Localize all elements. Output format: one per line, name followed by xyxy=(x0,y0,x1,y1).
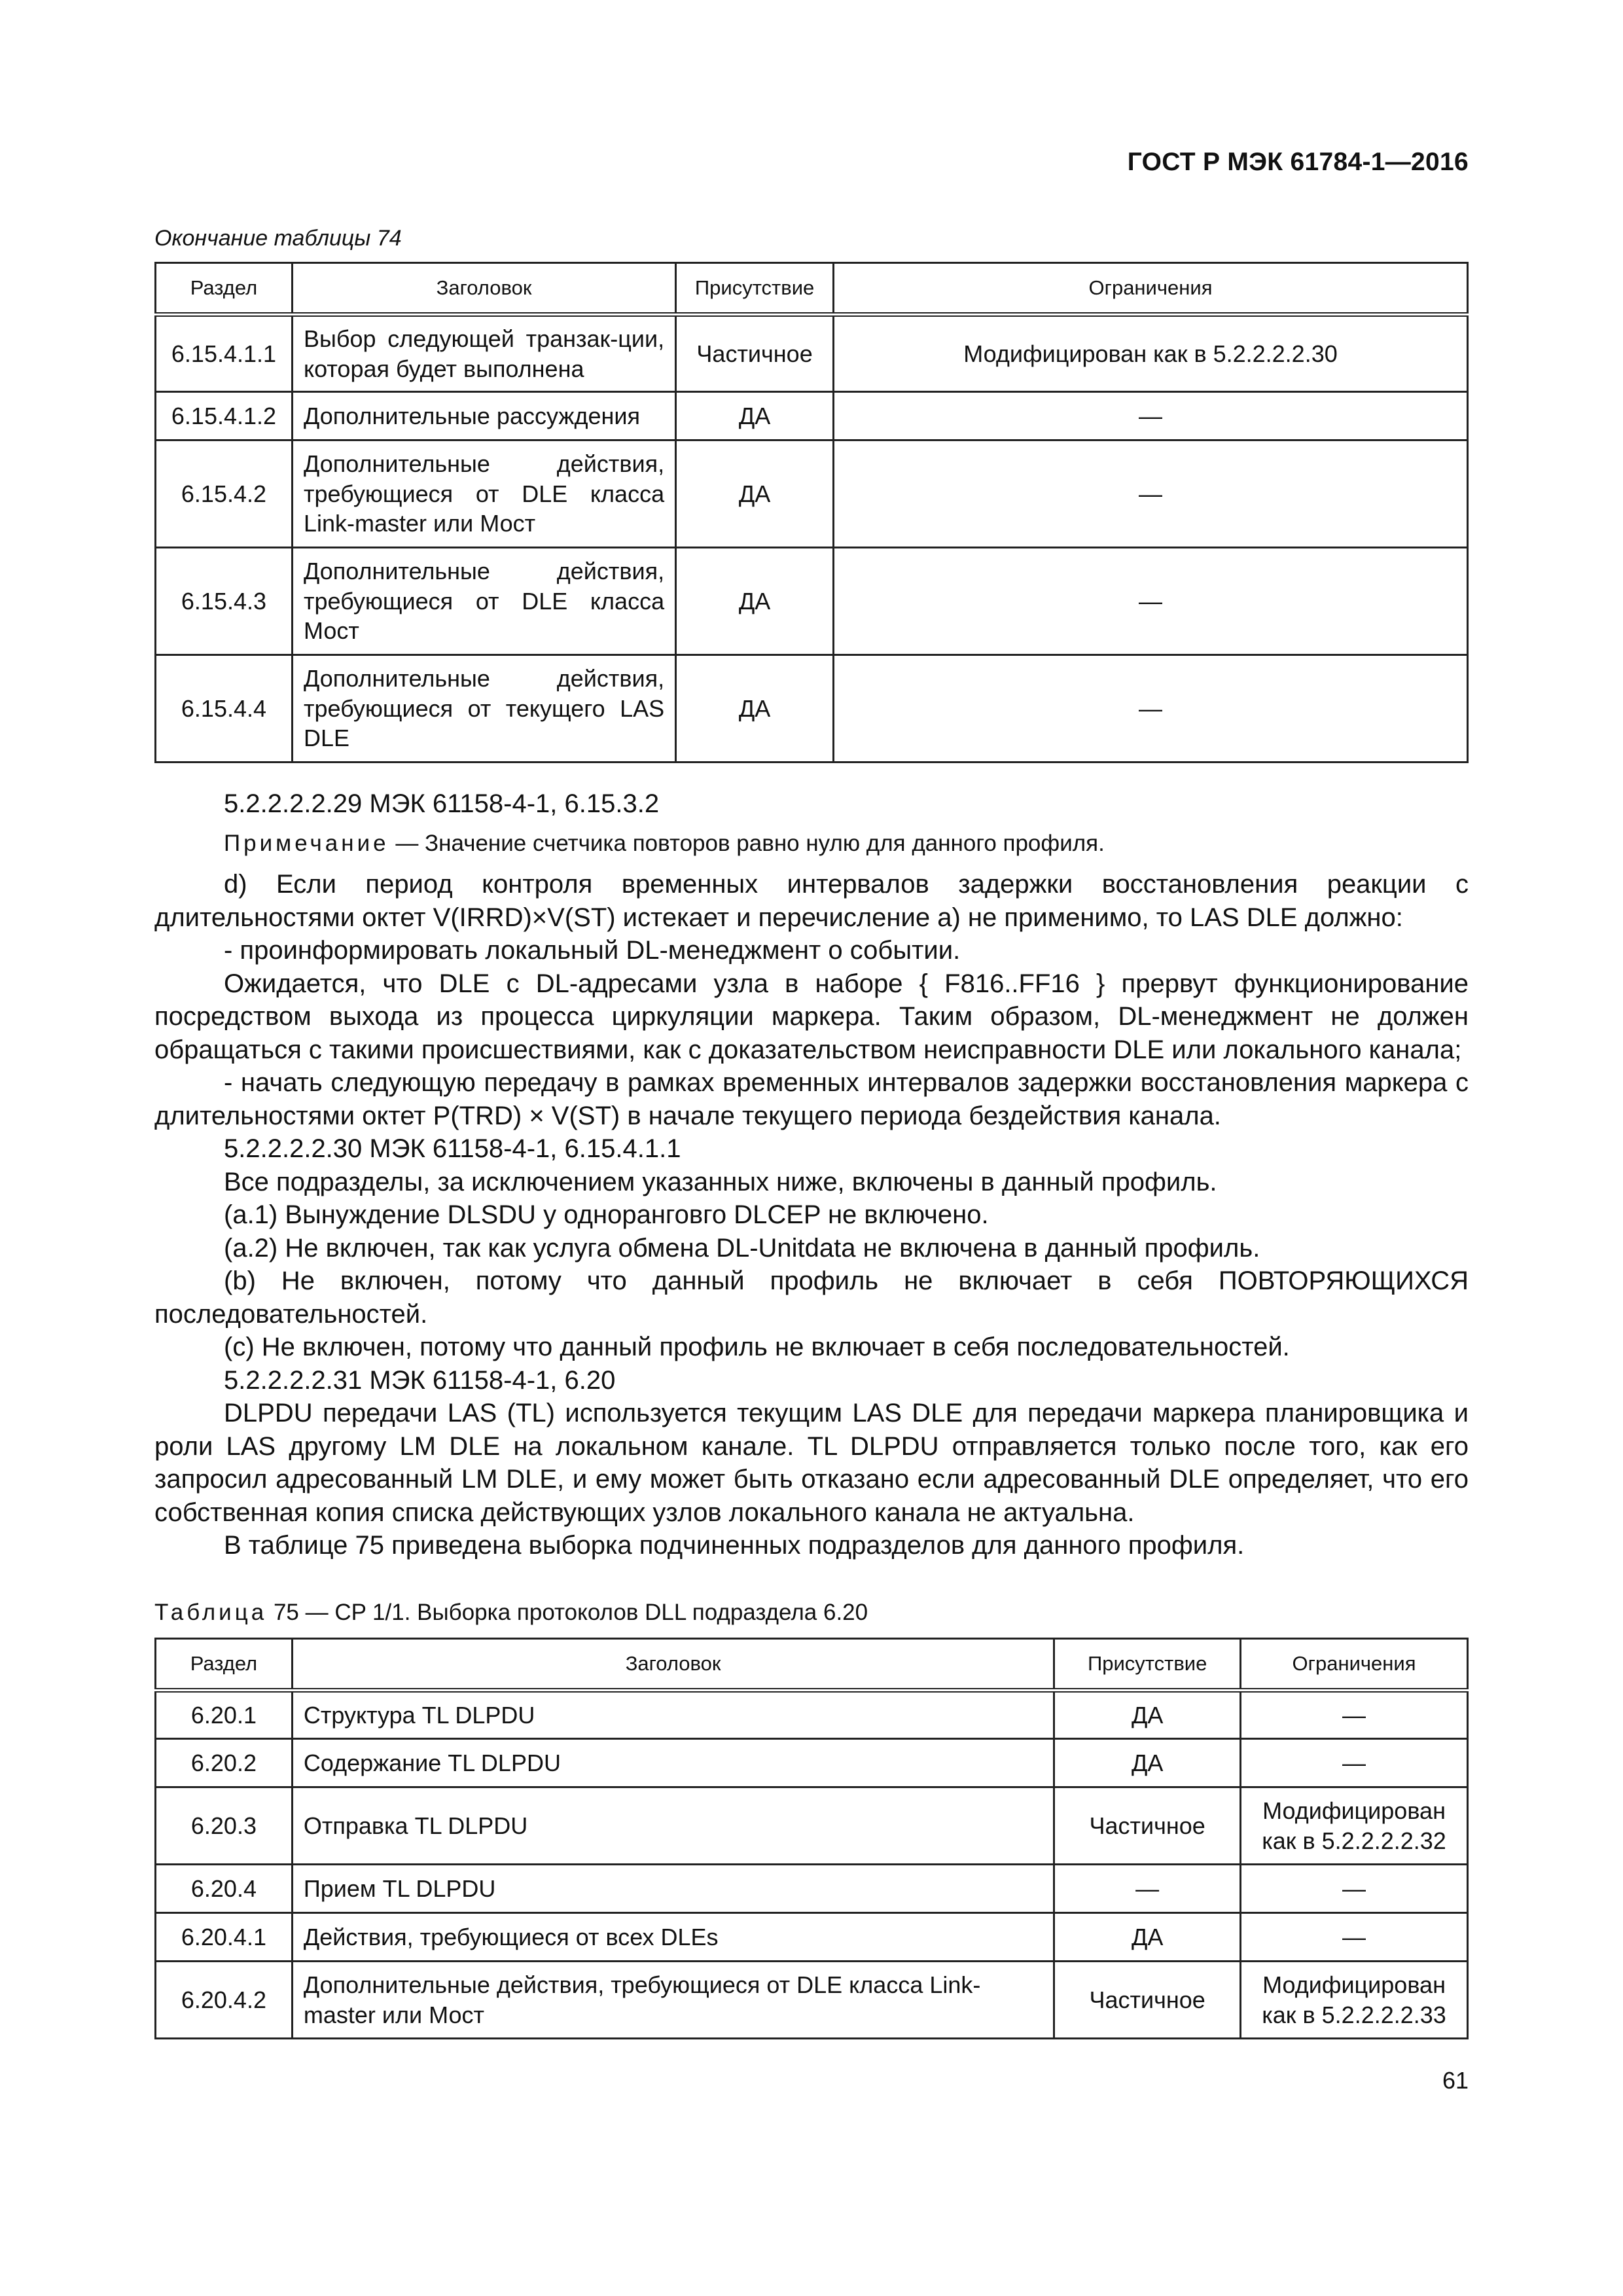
section-cell: 6.15.4.2 xyxy=(156,440,293,548)
title-cell: Действия, требующиеся от всех DLEs xyxy=(292,1913,1054,1962)
section-cell: 6.20.4.2 xyxy=(156,1962,293,2039)
constraints-cell: — xyxy=(834,440,1468,548)
clause-heading: 5.2.2.2.2.29 МЭК 61158-4-1, 6.15.3.2 xyxy=(224,789,660,818)
table-row xyxy=(156,1962,1468,2039)
table-caption-label: Таблица xyxy=(154,1600,268,1625)
column-header: Раздел xyxy=(156,263,293,315)
table-header-row xyxy=(156,1639,1468,1691)
presence-cell: ДА xyxy=(1054,1739,1241,1787)
section-cell: 6.20.4.1 xyxy=(156,1913,293,1962)
page-number: 61 xyxy=(1442,2067,1469,2094)
table-74 xyxy=(154,262,1469,763)
paragraph: Все подразделы, за исключением указанных ниже, включены в данный профиль. xyxy=(224,1167,1217,1196)
clause-heading: 5.2.2.2.2.31 МЭК 61158-4-1, 6.20 xyxy=(224,1365,616,1395)
constraints-cell: Модифицирован как в 5.2.2.2.2.30 xyxy=(834,315,1468,392)
table-row xyxy=(156,315,1468,392)
title-cell: Структура TL DLPDU xyxy=(292,1691,1054,1739)
paragraph: (a.2) Не включен, так как услуга обмена DL-Unitdata не включена в данный профиль. xyxy=(224,1233,1260,1263)
column-header: Присутствие xyxy=(1054,1639,1241,1691)
note-label: Примечание xyxy=(224,830,389,856)
section-cell: 6.15.4.1.1 xyxy=(156,315,293,392)
body-text xyxy=(154,787,1469,1562)
section-cell: 6.15.4.1.2 xyxy=(156,392,293,440)
table-75-caption xyxy=(154,1600,868,1626)
presence-cell: ДА xyxy=(676,440,834,548)
presence-cell: ДА xyxy=(676,655,834,762)
paragraph: Ожидается, что DLE с DL-адресами узла в наборе { F816..FF16 } прервут функционирование посредством выхода из процесса циркуляции маркера. Таким образом, DL-менеджмент не должен обращаться с такими происшествиями, как с доказательством неисправности DLE или локального канала; xyxy=(154,969,1469,1064)
constraints-cell: — xyxy=(834,392,1468,440)
table-75 xyxy=(154,1638,1469,2039)
presence-cell: Частичное xyxy=(1054,1962,1241,2039)
presence-cell: Частичное xyxy=(676,315,834,392)
constraints-cell: Модифицирован как в 5.2.2.2.2.32 xyxy=(1241,1787,1468,1865)
presence-cell: ДА xyxy=(676,392,834,440)
title-cell: Дополнительные действия, требующиеся от текущего LAS DLE xyxy=(292,655,675,762)
paragraph: (a.1) Вынуждение DLSDU у одноранговго DLCEP не включено. xyxy=(224,1200,989,1229)
table-row xyxy=(156,440,1468,548)
table-row xyxy=(156,1691,1468,1739)
title-cell: Выбор следующей транзак-ции, которая будет выполнена xyxy=(292,315,675,392)
section-cell: 6.15.4.3 xyxy=(156,548,293,655)
column-header: Раздел xyxy=(156,1639,293,1691)
table-row xyxy=(156,655,1468,762)
note-text: — Значение счетчика повторов равно нулю для данного профиля. xyxy=(389,830,1105,856)
constraints-cell: — xyxy=(1241,1739,1468,1787)
paragraph: d) Если период контроля временных интервалов задержки восстановления реакции с длительностями октет V(IRRD)×V(ST) истекает и перечисление а) не применимо, то LAS DLE должно: xyxy=(154,870,1469,932)
paragraph: (b) Не включен, потому что данный профиль не включает в себя ПОВТОРЯЮЩИХСЯ последовательностей. xyxy=(154,1266,1469,1329)
table-row xyxy=(156,392,1468,440)
standard-designation: ГОСТ Р МЭК 61784-1—2016 xyxy=(1127,148,1469,176)
title-cell: Дополнительные действия, требующиеся от DLE класса Link-master или Мост xyxy=(292,440,675,548)
presence-cell: ДА xyxy=(1054,1691,1241,1739)
paragraph: (c) Не включен, потому что данный профиль не включает в себя последовательностей. xyxy=(224,1333,1290,1361)
note xyxy=(154,827,1469,861)
title-cell: Прием TL DLPDU xyxy=(292,1865,1054,1913)
clause-heading: 5.2.2.2.2.30 МЭК 61158-4-1, 6.15.4.1.1 xyxy=(224,1134,681,1163)
constraints-cell: — xyxy=(1241,1691,1468,1739)
section-cell: 6.20.3 xyxy=(156,1787,293,1865)
section-cell: 6.20.1 xyxy=(156,1691,293,1739)
table-row xyxy=(156,1865,1468,1913)
constraints-cell: — xyxy=(834,548,1468,655)
column-header: Заголовок xyxy=(292,263,675,315)
constraints-cell: — xyxy=(1241,1865,1468,1913)
table-row xyxy=(156,1913,1468,1962)
section-cell: 6.20.2 xyxy=(156,1739,293,1787)
title-cell: Дополнительные действия, требующиеся от DLE класса Мост xyxy=(292,548,675,655)
column-header: Ограничения xyxy=(834,263,1468,315)
paragraph: - проинформировать локальный DL-менеджмент о событии. xyxy=(224,936,961,965)
table-caption-text: 75 — CP 1/1. Выборка протоколов DLL подраздела 6.20 xyxy=(267,1600,868,1625)
paragraph: В таблице 75 приведена выборка подчиненных подразделов для данного профиля. xyxy=(224,1531,1245,1560)
title-cell: Отправка TL DLPDU xyxy=(292,1787,1054,1865)
paragraph: DLPDU передачи LAS (TL) используется текущим LAS DLE для передачи маркера планировщика и роли LAS другому LM DLE на локальном канале. TL DLPDU отправляется только после того, как его запросил адресованный LM DLE, и ему может быть отказано если адресованный DLE определяет, что его собственная копия списка действующих узлов локального канала не актуальна. xyxy=(154,1399,1469,1527)
table-header-row xyxy=(156,263,1468,315)
constraints-cell: — xyxy=(834,655,1468,762)
column-header: Ограничения xyxy=(1241,1639,1468,1691)
column-header: Заголовок xyxy=(292,1639,1054,1691)
title-cell: Дополнительные рассуждения xyxy=(292,392,675,440)
paragraph: - начать следующую передачу в рамках временных интервалов задержки восстановления маркера с длительностями октет P(TRD) × V(ST) в начале текущего периода бездействия канала. xyxy=(154,1068,1469,1130)
title-cell: Дополнительные действия, требующиеся от DLE класса Link-master или Мост xyxy=(292,1962,1054,2039)
constraints-cell: Модифицирован как в 5.2.2.2.2.33 xyxy=(1241,1962,1468,2039)
section-cell: 6.15.4.4 xyxy=(156,655,293,762)
title-cell: Содержание TL DLPDU xyxy=(292,1739,1054,1787)
presence-cell: ДА xyxy=(1054,1913,1241,1962)
constraints-cell: — xyxy=(1241,1913,1468,1962)
table-row xyxy=(156,548,1468,655)
table-row xyxy=(156,1787,1468,1865)
table-row xyxy=(156,1739,1468,1787)
column-header: Присутствие xyxy=(676,263,834,315)
table-74-caption: Окончание таблицы 74 xyxy=(154,226,402,251)
presence-cell: Частичное xyxy=(1054,1787,1241,1865)
presence-cell: ДА xyxy=(676,548,834,655)
section-cell: 6.20.4 xyxy=(156,1865,293,1913)
presence-cell: — xyxy=(1054,1865,1241,1913)
